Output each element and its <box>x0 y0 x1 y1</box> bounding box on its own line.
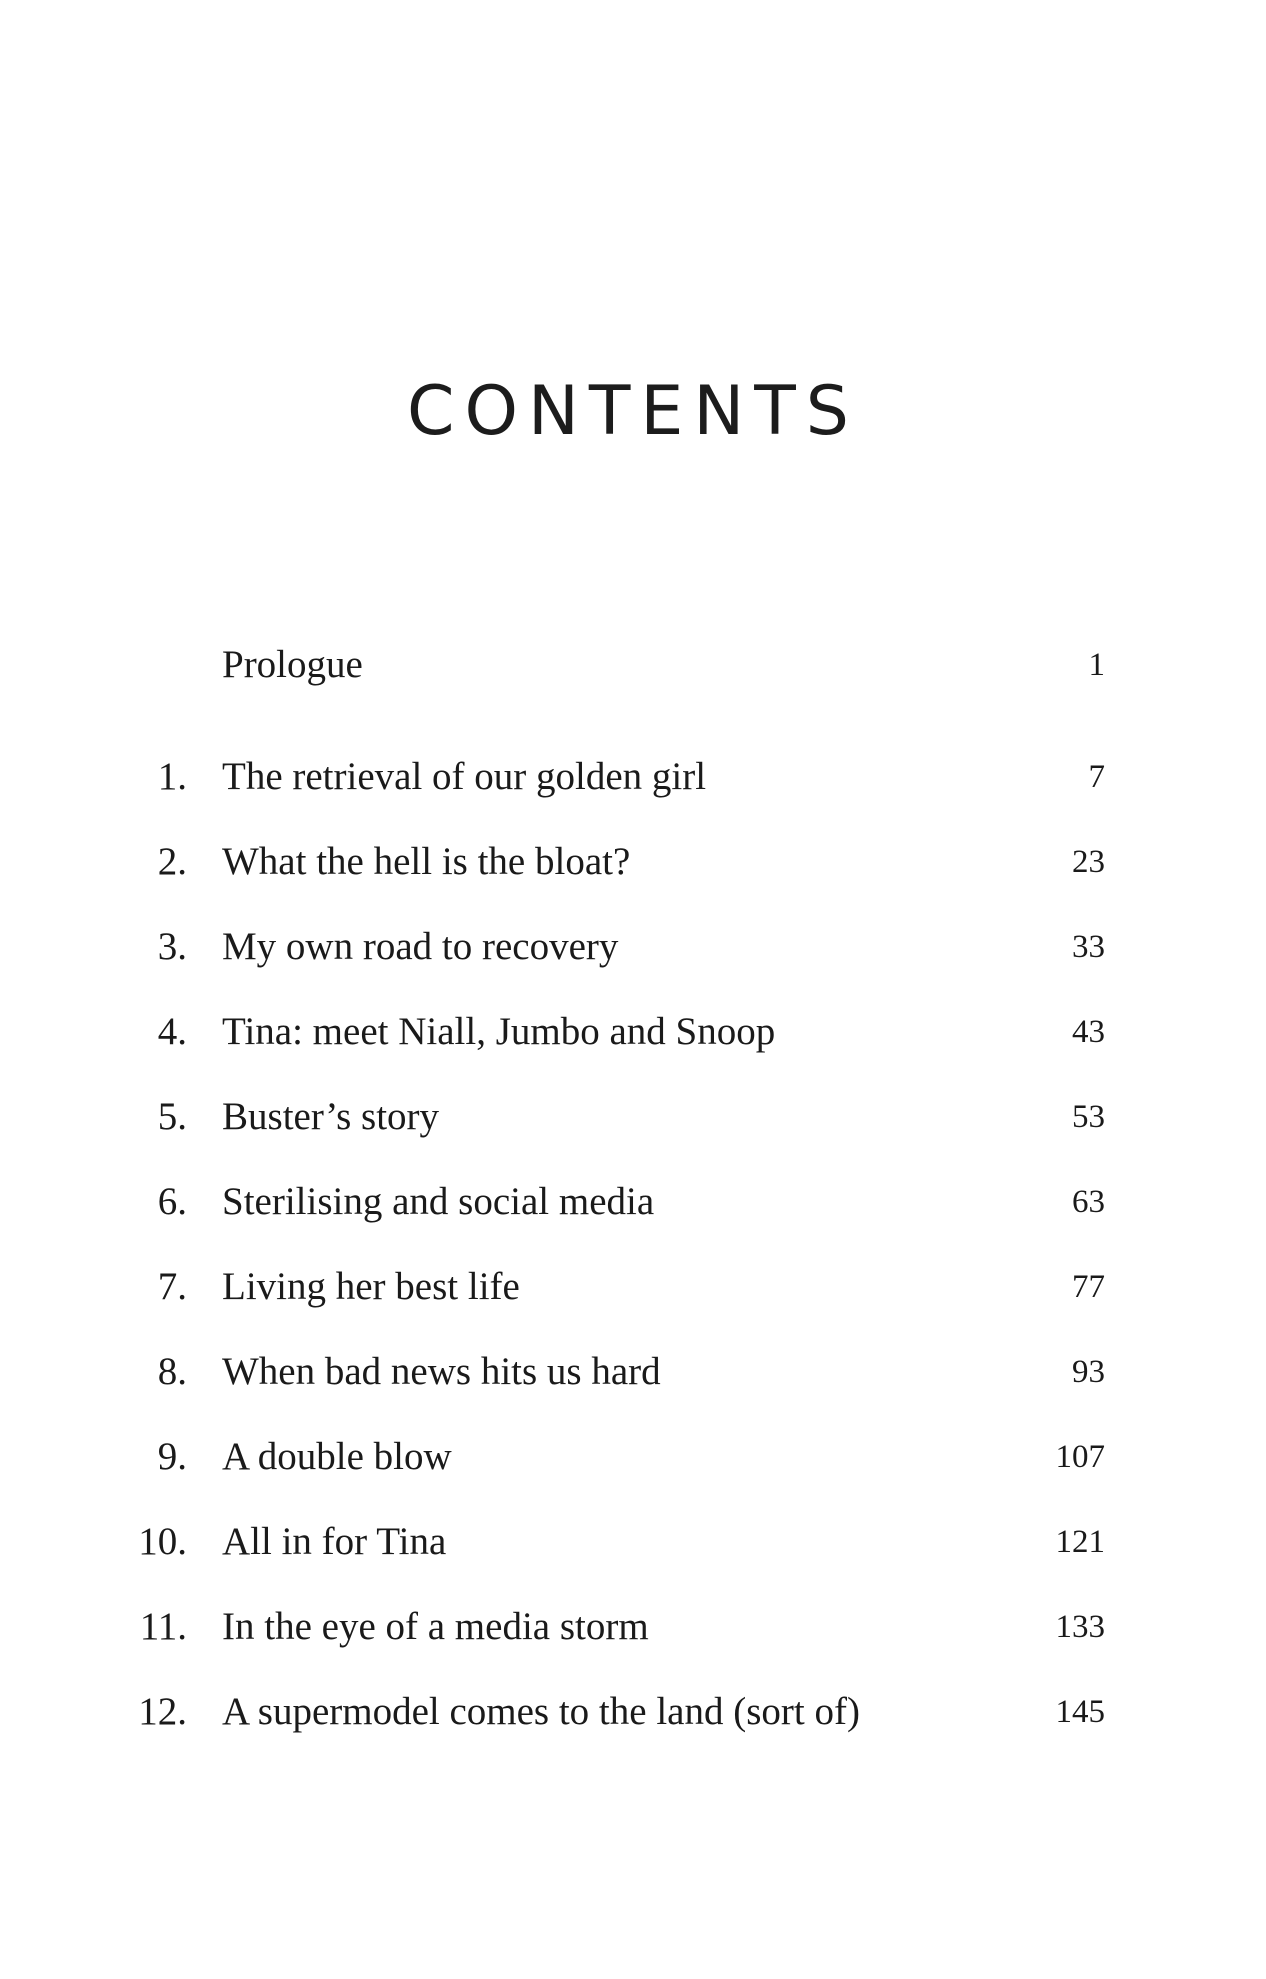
toc-entry-title: Sterilising and social media <box>222 1180 655 1223</box>
toc-entry-page: 7 <box>1088 759 1105 795</box>
toc-entry-number: 8. <box>157 1350 187 1393</box>
toc-entry-page: 107 <box>1055 1439 1105 1475</box>
toc-entry-title: My own road to recovery <box>222 925 619 968</box>
toc-entry-number: 11. <box>139 1605 187 1648</box>
toc-entry-title: A double blow <box>222 1435 452 1478</box>
toc-entry-title: Living her best life <box>222 1265 520 1308</box>
toc-entry-title: In the eye of a media storm <box>222 1605 649 1648</box>
toc-entry-page: 93 <box>1072 1354 1105 1390</box>
toc-entry-title: Buster’s story <box>222 1095 440 1138</box>
toc-entry <box>0 1427 1266 1487</box>
toc-entry-page: 53 <box>1072 1099 1105 1135</box>
toc-entry-page: 133 <box>1055 1609 1105 1645</box>
toc-entry-title: What the hell is the bloat? <box>222 840 631 883</box>
toc-entry-page: 43 <box>1072 1014 1105 1050</box>
toc-entry <box>0 1257 1266 1317</box>
toc-entry-page: 63 <box>1072 1184 1105 1220</box>
toc-entry-page: 33 <box>1072 929 1105 965</box>
toc-entry-number: 2. <box>157 840 187 883</box>
toc-entry-number: 3. <box>157 925 187 968</box>
toc-entry-title: Tina: meet Niall, Jumbo and Snoop <box>222 1010 776 1053</box>
toc-entry-page: 1 <box>1088 647 1105 683</box>
toc-entry-title: When bad news hits us hard <box>222 1350 661 1393</box>
toc-entry-number: 9. <box>157 1435 187 1478</box>
toc-entry-title: Prologue <box>222 643 363 686</box>
page-title: CONTENTS <box>407 372 859 451</box>
toc-entry <box>0 917 1266 977</box>
toc-entry <box>0 1597 1266 1657</box>
toc-entry-number: 6. <box>157 1180 187 1223</box>
toc-entry-number: 10. <box>138 1520 187 1563</box>
toc-entry-title: A supermodel comes to the land (sort of) <box>222 1690 860 1733</box>
toc-entry-page: 23 <box>1072 844 1105 880</box>
toc-entry <box>0 1512 1266 1572</box>
toc-entry-page: 145 <box>1055 1694 1105 1730</box>
toc-entry <box>0 832 1266 892</box>
toc-entry-number: 1. <box>157 755 187 798</box>
toc-entry-number: 7. <box>157 1265 187 1308</box>
toc-entry <box>0 1087 1266 1147</box>
toc-entry-prologue <box>0 635 1266 695</box>
toc-entry <box>0 1342 1266 1402</box>
toc-entry-page: 121 <box>1055 1524 1105 1560</box>
toc-entry-title: The retrieval of our golden girl <box>222 755 707 798</box>
toc-entry-number: 12. <box>138 1690 187 1733</box>
toc-entry-number: 4. <box>157 1010 187 1053</box>
toc-entry <box>0 747 1266 807</box>
toc-entry <box>0 1172 1266 1232</box>
toc-entry <box>0 1002 1266 1062</box>
toc-entry <box>0 1682 1266 1742</box>
toc-entry-number: 5. <box>157 1095 187 1138</box>
toc-entry-title: All in for Tina <box>222 1520 447 1563</box>
toc-entry-page: 77 <box>1072 1269 1105 1305</box>
